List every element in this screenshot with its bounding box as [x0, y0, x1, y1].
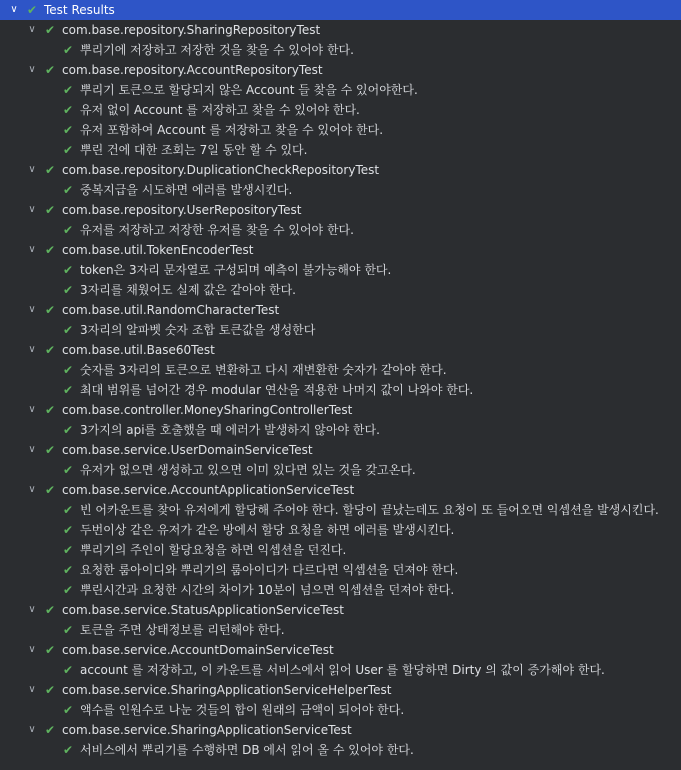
check-icon: ✔: [44, 683, 56, 697]
tree-item-label: 뿌린시간과 요청한 시간의 차이가 10분이 넘으면 익셉션을 던져야 한다.: [80, 583, 455, 597]
check-icon: ✔: [44, 483, 56, 497]
test-case-row[interactable]: [0, 700, 681, 720]
tree-item-label: 뿌리기 토큰으로 할당되지 않은 Account 들 찾을 수 있어야한다.: [80, 83, 418, 97]
test-case-row[interactable]: [0, 100, 681, 120]
test-suite-row[interactable]: [0, 340, 681, 360]
test-case-row[interactable]: [0, 360, 681, 380]
chevron-down-icon[interactable]: ∨: [28, 164, 36, 175]
tree-item-label: 서비스에서 뿌리기를 수행하면 DB 에서 읽어 올 수 있어야 한다.: [80, 743, 414, 757]
check-icon: ✔: [26, 3, 38, 17]
test-case-row[interactable]: [0, 120, 681, 140]
tree-item-label: 3자리의 알파벳 숫자 조합 토큰값을 생성한다: [80, 323, 316, 337]
chevron-down-icon[interactable]: ∨: [28, 644, 36, 655]
check-icon: ✔: [62, 623, 74, 637]
tree-item-label: 뿌리기의 주인이 할당요청을 하면 익셉션을 던진다.: [80, 543, 347, 557]
tree-item-label: com.base.repository.DuplicationCheckRepositoryTest: [62, 163, 380, 177]
chevron-down-icon[interactable]: ∨: [28, 684, 36, 695]
test-case-row[interactable]: [0, 180, 681, 200]
tree-item-label: com.base.repository.UserRepositoryTest: [62, 203, 302, 217]
check-icon: ✔: [44, 603, 56, 617]
tree-item-label: 3가지의 api를 호출했을 때 에러가 발생하지 않아야 한다.: [80, 423, 380, 437]
check-icon: ✔: [62, 283, 74, 297]
check-icon: ✔: [62, 263, 74, 277]
test-suite-row[interactable]: [0, 440, 681, 460]
check-icon: ✔: [44, 63, 56, 77]
tree-item-label: token은 3자리 문자열로 구성되며 예측이 불가능해야 한다.: [80, 263, 392, 277]
tree-item-label: 액수를 인원수로 나눈 것들의 합이 원래의 금액이 되어야 한다.: [80, 703, 405, 717]
test-suite-row[interactable]: [0, 160, 681, 180]
check-icon: ✔: [44, 303, 56, 317]
test-case-row[interactable]: [0, 380, 681, 400]
check-icon: ✔: [62, 83, 74, 97]
chevron-down-icon[interactable]: ∨: [28, 344, 36, 355]
tree-item-label: 유저가 없으면 생성하고 있으면 이미 있다면 있는 것을 갖고온다.: [80, 463, 416, 477]
check-icon: ✔: [62, 703, 74, 717]
check-icon: ✔: [44, 243, 56, 257]
test-case-row[interactable]: [0, 520, 681, 540]
test-case-row[interactable]: [0, 660, 681, 680]
chevron-down-icon[interactable]: ∨: [28, 484, 36, 495]
chevron-down-icon[interactable]: ∨: [28, 304, 36, 315]
tree-item-label: com.base.util.TokenEncoderTest: [62, 243, 254, 257]
test-case-row[interactable]: [0, 540, 681, 560]
test-suite-row[interactable]: [0, 600, 681, 620]
check-icon: ✔: [62, 463, 74, 477]
tree-item-label: account 를 저장하고, 이 카운트를 서비스에서 읽어 User 를 할당하면 Dirty 의 값이 증가해야 한다.: [80, 663, 605, 677]
test-suite-row[interactable]: [0, 300, 681, 320]
tree-item-label: 뿌리기에 저장하고 저장한 것을 찾을 수 있어야 한다.: [80, 43, 354, 57]
tree-item-label: Test Results: [44, 3, 115, 17]
test-suite-row[interactable]: [0, 400, 681, 420]
tree-item-label: com.base.util.RandomCharacterTest: [62, 303, 280, 317]
tree-item-label: com.base.repository.AccountRepositoryTest: [62, 63, 323, 77]
test-case-row[interactable]: [0, 260, 681, 280]
tree-item-label: 중복지급을 시도하면 에러를 발생시킨다.: [80, 183, 293, 197]
check-icon: ✔: [62, 103, 74, 117]
test-results-root[interactable]: [0, 0, 681, 20]
tree-item-label: 뿌린 건에 대한 조회는 7일 동안 할 수 있다.: [80, 143, 308, 157]
check-icon: ✔: [62, 143, 74, 157]
tree-item-label: com.base.service.UserDomainServiceTest: [62, 443, 313, 457]
check-icon: ✔: [62, 523, 74, 537]
check-icon: ✔: [44, 343, 56, 357]
tree-item-label: com.base.util.Base60Test: [62, 343, 215, 357]
test-case-row[interactable]: [0, 620, 681, 640]
test-case-row[interactable]: [0, 320, 681, 340]
test-suite-row[interactable]: [0, 680, 681, 700]
check-icon: ✔: [62, 43, 74, 57]
chevron-down-icon[interactable]: ∨: [28, 724, 36, 735]
check-icon: ✔: [44, 23, 56, 37]
test-case-row[interactable]: [0, 580, 681, 600]
tree-item-label: com.base.controller.MoneySharingControllerTest: [62, 403, 353, 417]
check-icon: ✔: [62, 503, 74, 517]
chevron-down-icon[interactable]: ∨: [28, 24, 36, 35]
test-case-row[interactable]: [0, 220, 681, 240]
tree-item-label: com.base.service.AccountApplicationServiceTest: [62, 483, 355, 497]
test-case-row[interactable]: [0, 80, 681, 100]
tree-item-label: com.base.repository.SharingRepositoryTest: [62, 23, 321, 37]
check-icon: ✔: [44, 403, 56, 417]
check-icon: ✔: [62, 543, 74, 557]
chevron-down-icon[interactable]: ∨: [28, 404, 36, 415]
test-case-row[interactable]: [0, 280, 681, 300]
tree-item-label: com.base.service.SharingApplicationServiceTest: [62, 723, 352, 737]
test-suite-row[interactable]: [0, 240, 681, 260]
check-icon: ✔: [62, 123, 74, 137]
check-icon: ✔: [62, 183, 74, 197]
test-case-row[interactable]: [0, 500, 681, 520]
test-case-row[interactable]: [0, 740, 681, 760]
tree-item-label: 3자리를 채웠어도 실제 값은 같아야 한다.: [80, 283, 296, 297]
check-icon: ✔: [44, 643, 56, 657]
check-icon: ✔: [44, 203, 56, 217]
chevron-down-icon[interactable]: ∨: [28, 444, 36, 455]
test-suite-row[interactable]: [0, 200, 681, 220]
chevron-down-icon[interactable]: ∨: [28, 64, 36, 75]
tree-item-label: 두번이상 같은 유저가 같은 방에서 할당 요청을 하면 에러를 발생시킨다.: [80, 523, 455, 537]
check-icon: ✔: [62, 563, 74, 577]
check-icon: ✔: [44, 443, 56, 457]
test-case-row[interactable]: [0, 40, 681, 60]
test-suite-row[interactable]: [0, 720, 681, 740]
test-suite-row[interactable]: [0, 480, 681, 500]
tree-item-label: 최대 범위를 넘어간 경우 modular 연산을 적용한 나머지 값이 나와야 한다.: [80, 383, 474, 397]
tree-item-label: 요청한 룸아이디와 뿌리기의 룸아이디가 다르다면 익셉션을 던져야 한다.: [80, 563, 459, 577]
test-case-row[interactable]: [0, 460, 681, 480]
check-icon: ✔: [62, 383, 74, 397]
tree-item-label: com.base.service.StatusApplicationServiceTest: [62, 603, 344, 617]
tree-item-label: 숫자를 3자리의 토큰으로 변환하고 다시 재변환한 숫자가 같아야 한다.: [80, 363, 447, 377]
check-icon: ✔: [62, 663, 74, 677]
tree-item-label: 유저 없이 Account 를 저장하고 찾을 수 있어야 한다.: [80, 103, 360, 117]
check-icon: ✔: [62, 423, 74, 437]
tree-item-label: 토큰을 주면 상태정보를 리턴해야 한다.: [80, 623, 285, 637]
test-suite-row[interactable]: [0, 640, 681, 660]
check-icon: ✔: [62, 743, 74, 757]
test-case-row[interactable]: [0, 560, 681, 580]
chevron-down-icon[interactable]: ∨: [28, 604, 36, 615]
test-case-row[interactable]: [0, 420, 681, 440]
check-icon: ✔: [62, 363, 74, 377]
chevron-down-icon[interactable]: ∨: [28, 204, 36, 215]
check-icon: ✔: [62, 323, 74, 337]
check-icon: ✔: [62, 583, 74, 597]
test-suite-row[interactable]: [0, 60, 681, 80]
test-case-row[interactable]: [0, 140, 681, 160]
tree-item-label: com.base.service.AccountDomainServiceTest: [62, 643, 334, 657]
chevron-down-icon[interactable]: ∨: [10, 4, 18, 15]
test-suite-row[interactable]: [0, 20, 681, 40]
check-icon: ✔: [62, 223, 74, 237]
tree-item-label: 유저를 저장하고 저장한 유저를 찾을 수 있어야 한다.: [80, 223, 354, 237]
check-icon: ✔: [44, 723, 56, 737]
check-icon: ✔: [44, 163, 56, 177]
chevron-down-icon[interactable]: ∨: [28, 244, 36, 255]
tree-item-label: com.base.service.SharingApplicationServiceHelperTest: [62, 683, 392, 697]
tree-item-label: 빈 어카운트를 찾아 유저에게 할당해 주어야 한다. 할당이 끝났는데도 요청이 또 들어오면 익셉션을 발생시킨다.: [80, 503, 659, 517]
tree-item-label: 유저 포함하여 Account 를 저장하고 찾을 수 있어야 한다.: [80, 123, 384, 137]
